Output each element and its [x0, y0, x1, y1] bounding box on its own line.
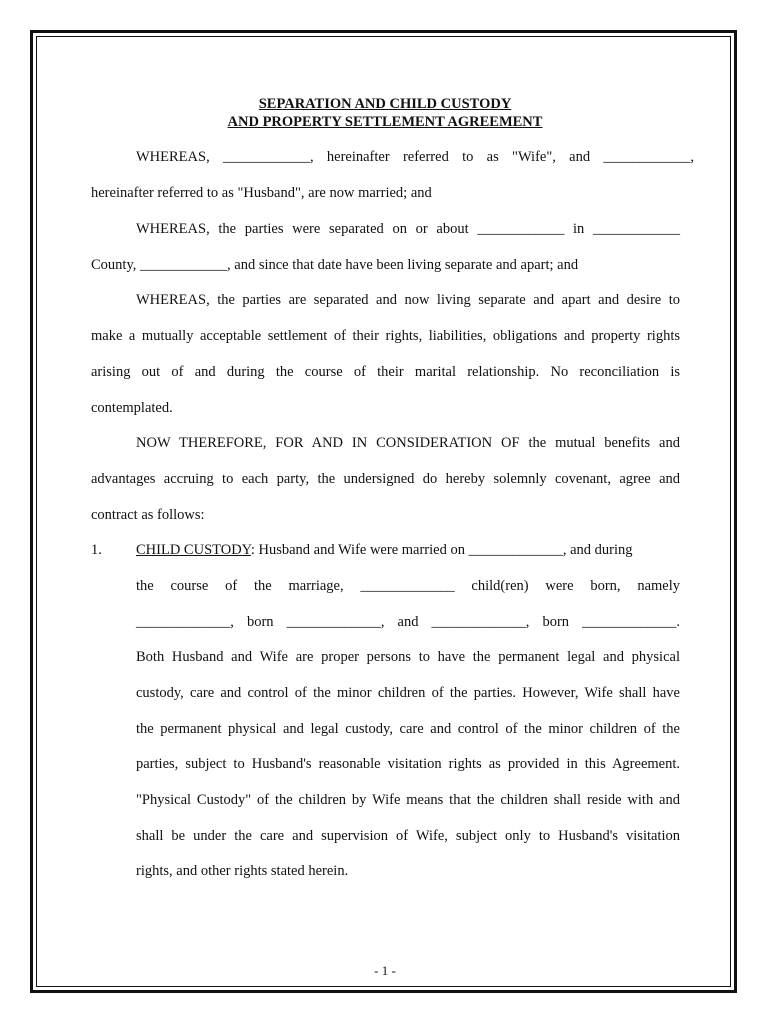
- section-number: 1.: [91, 542, 102, 558]
- section-1-line8: "Physical Custody" of the children by Wife means that the children shall reside with and: [136, 792, 680, 808]
- whereas-paragraph-2-line1: WHEREAS, the parties were separated on or about ____________ in ____________: [136, 221, 680, 237]
- section-1-line3: _____________, born _____________, and _____________, born _____________.: [136, 614, 680, 630]
- whereas-paragraph-3-line1: WHEREAS, the parties are separated and now living separate and apart and desire to: [136, 292, 680, 308]
- section-1-line7: parties, subject to Husband's reasonable visitation rights as provided in this Agreement.: [136, 756, 680, 772]
- page-number: - 1 -: [374, 963, 396, 978]
- section-1-line5: custody, care and control of the minor children of the parties. However, Wife shall have: [136, 685, 680, 701]
- section-1-line1: [136, 541, 680, 559]
- now-therefore-line3: contract as follows:: [91, 507, 205, 523]
- section-1-line4: Both Husband and Wife are proper persons to have the permanent legal and physical: [136, 649, 680, 665]
- document-title-line2: AND PROPERTY SETTLEMENT AGREEMENT: [227, 114, 543, 130]
- document-title-line1: SEPARATION AND CHILD CUSTODY: [258, 96, 512, 112]
- whereas-paragraph-3-line4: contemplated.: [91, 400, 173, 416]
- whereas-paragraph-2-line2: County, ____________, and since that date have been living separate and apart; and: [91, 257, 579, 273]
- now-therefore-line2: advantages accruing to each party, the undersigned do hereby solemnly covenant, agree and: [91, 471, 680, 487]
- whereas-paragraph-1-line1: WHEREAS, ____________, hereinafter referred to as "Wife", and ____________,: [136, 149, 694, 165]
- section-1-line9: shall be under the care and supervision of Wife, subject only to Husband's visitation: [136, 828, 680, 844]
- whereas-paragraph-3-line2: make a mutually acceptable settlement of their rights, liabilities, obligations and property rights: [91, 328, 680, 344]
- whereas-paragraph-3-line3: arising out of and during the course of their marital relationship. No reconciliation is: [91, 364, 680, 380]
- section-1-line2: the course of the marriage, _____________ child(ren) were born, namely: [136, 578, 680, 594]
- section-1-line6: the permanent physical and legal custody, care and control of the minor children of the: [136, 721, 680, 737]
- section-1-line10: rights, and other rights stated herein.: [136, 863, 349, 879]
- section-1-line1-text: : Husband and Wife were married on _____________, and during: [250, 542, 633, 558]
- now-therefore-line1: NOW THEREFORE, FOR AND IN CONSIDERATION OF the mutual benefits and: [136, 435, 680, 451]
- section-heading-child-custody: CHILD CUSTODY: [136, 542, 251, 558]
- whereas-paragraph-1-line2: hereinafter referred to as "Husband", are now married; and: [91, 185, 432, 201]
